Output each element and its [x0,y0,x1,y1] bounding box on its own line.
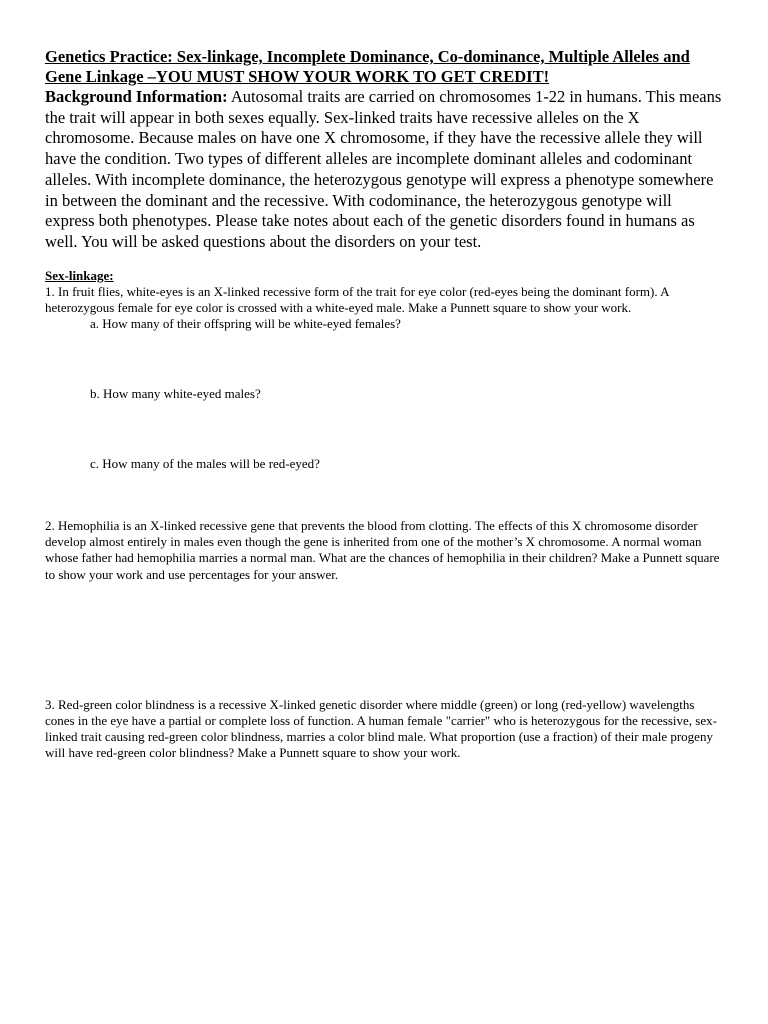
section-heading-sex-linkage: Sex-linkage: [45,267,114,283]
background-paragraph [45,87,725,253]
answer-space-1a [45,332,725,386]
question-2: 2. Hemophilia is an X-linked recessive gene that prevents the blood from clotting. The effects of this X chromosome disorder develop almost entirely in males even though the gene is inherited from one of the mother’s X chromosome. A normal woman whose father had hemophilia marries a normal man. What are the chances of hemophilia in their children? Make a Punnett square to show your work and use percentages for your answer. [45,518,720,582]
answer-space-1c [45,472,725,518]
question-3: 3. Red-green color blindness is a recessive X-linked genetic disorder where middle (green) or long (red-yellow) wavelengths cones in the eye have a partial or complete loss of function. A human female "carrier" who is heterozygous for the recessive, sex-linked trait causing red-green color blindness, marries a color blind male. What proportion (use a fraction) of their male progeny will have red-green color blindness? Make a Punnett square to show your work. [45,696,717,761]
document-page [45,47,725,762]
question-1a: a. How many of their offspring will be white-eyed females? [90,316,401,332]
question-1c: c. How many of the males will be red-eyed? [90,456,320,472]
answer-space-2 [45,583,725,697]
document-title: Genetics Practice: Sex-linkage, Incomplete Dominance, Co-dominance, Multiple Alleles and Gene Linkage –YOU MUST SHOW YOUR WORK TO GET CREDIT! [45,47,690,86]
question-1: 1. In fruit flies, white-eyes is an X-linked recessive form of the trait for eye color (red-eyes being the dominant form). A heterozygous female for eye color is crossed with a white-eyed male. Make a Punnett square to show your work. [45,283,669,315]
background-label: Background Information: [45,87,228,106]
background-text: Autosomal traits are carried on chromosomes 1-22 in humans. This means the trait will appear in both sexes equally. Sex-linked traits have recessive alleles on the X chromosome. Because males on have one X chromosome, if they have the recessive allele they will have the condition. Two types of different alleles are incomplete dominant alleles and codominant alleles. With incomplete dominance, the heterozygous genotype will express a phenotype somewhere in between the dominant and the recessive. With codominance, the heterozygous genotype will express both phenotypes. Please take notes about each of the genetic disorders found in humans as well. You will be asked questions about the disorders on your test. [45,87,722,251]
question-1b: b. How many white-eyed males? [90,386,261,402]
answer-space-1b [45,402,725,456]
